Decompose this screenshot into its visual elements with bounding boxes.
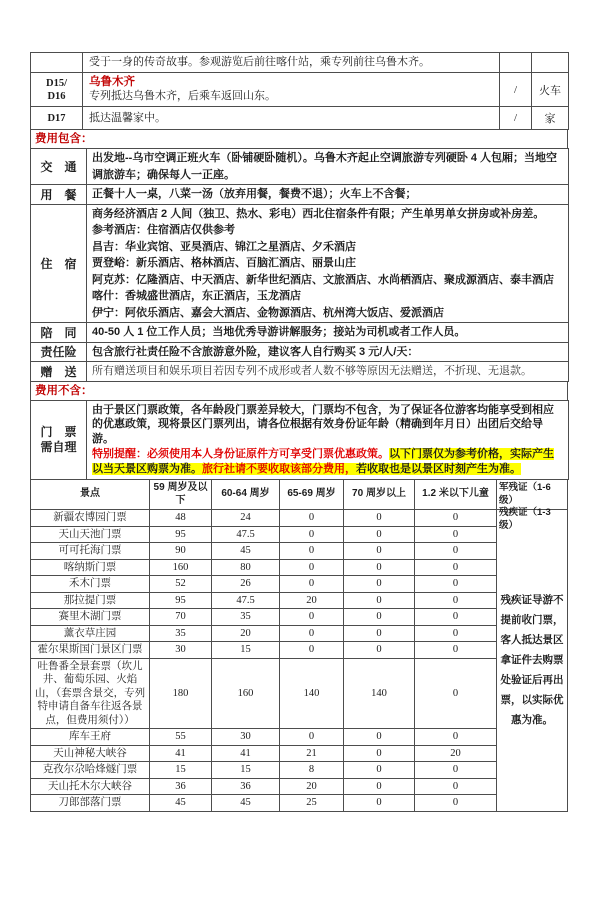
price-table-header-row [31, 480, 497, 510]
price-age-59: 90 [150, 543, 212, 560]
meal-cell: / [500, 73, 532, 107]
price-row [31, 625, 497, 642]
price-age-59: 180 [150, 658, 212, 729]
price-age-59: 30 [150, 642, 212, 659]
price-row [31, 526, 497, 543]
ticket-policy-paragraph: 由于景区门票政策，各年龄段门票差异较大，门票均不包含，为了保证各位游客均能享受到相应的优惠政策，现将景区门票列出，请各位根据有效身份证年龄（精确到年月日）出团后交给导游。 [92, 403, 554, 445]
price-row [31, 559, 497, 576]
day-label-line2: D16 [47, 90, 66, 102]
header-age-70plus: 70 周岁以上 [344, 480, 415, 510]
price-table-section [30, 479, 568, 812]
hotel-line: 伊宁：阿依乐酒店、嘉会大酒店、金物源酒店、杭州湾大饭店、爱派酒店 [92, 306, 444, 319]
price-age-65-69: 0 [280, 510, 344, 527]
price-age-65-69: 8 [280, 762, 344, 779]
price-age-65-69: 0 [280, 729, 344, 746]
price-row [31, 609, 497, 626]
attraction-name: 吐鲁番全景套票（坎儿井、葡萄乐园、火焰山，（套票含景交，专列特申请自备车往返各景点，但费用须付）） [31, 658, 150, 729]
price-age-70plus: 0 [344, 576, 415, 593]
price-age-59: 95 [150, 592, 212, 609]
meal-cell [500, 53, 532, 73]
destination-title: 乌鲁木齐 [89, 76, 135, 88]
price-age-70plus: 0 [344, 526, 415, 543]
price-age-60-64: 80 [212, 559, 280, 576]
row-label [31, 400, 87, 480]
price-age-70plus: 0 [344, 609, 415, 626]
price-row [31, 642, 497, 659]
price-age-65-69: 0 [280, 609, 344, 626]
day-description: 抵达温馨家中。 [83, 107, 500, 130]
price-age-70plus: 0 [344, 543, 415, 560]
price-row [31, 745, 497, 762]
price-child: 0 [415, 592, 497, 609]
itinerary-row-d17 [31, 107, 569, 130]
price-age-60-64: 45 [212, 543, 280, 560]
hotel-lines [92, 206, 563, 322]
row-label: 赠 送 [31, 362, 87, 382]
meal-cell: / [500, 107, 532, 130]
excluded-table [30, 400, 569, 481]
day-description: 受于一身的传奇故事。参观游览后前往喀什站，乘专列前往乌鲁木齐。 [83, 53, 500, 73]
notice-highlight-black-1: 以下门票仅为参考价格，实际产生以当天景区购票为准。 [92, 448, 554, 475]
price-row [31, 729, 497, 746]
row-label: 责任险 [31, 342, 87, 362]
header-attraction: 景点 [31, 480, 150, 510]
row-content: 正餐十人一桌，八菜一汤（放弃用餐，餐费不退）；火车上不含餐； [87, 185, 569, 205]
price-age-65-69: 0 [280, 559, 344, 576]
price-age-59: 95 [150, 526, 212, 543]
price-age-70plus: 0 [344, 642, 415, 659]
row-content [87, 204, 569, 323]
stay-cell [532, 53, 569, 73]
row-label: 交 通 [31, 149, 87, 185]
attraction-name: 禾木门票 [31, 576, 150, 593]
price-age-70plus: 0 [344, 510, 415, 527]
price-age-65-69: 25 [280, 795, 344, 812]
price-child: 0 [415, 526, 497, 543]
price-age-70plus: 0 [344, 625, 415, 642]
price-row [31, 543, 497, 560]
hotel-line: 参考酒店：住宿酒店仅供参考 [92, 224, 235, 236]
price-age-60-64: 30 [212, 729, 280, 746]
price-age-60-64: 24 [212, 510, 280, 527]
header-child: 1.2 米以下儿童 [415, 480, 497, 510]
certificate-note: 残疾证导游不提前收门票，客人抵达景区拿证件去购票处验证后再出票，以实际优惠为准。 [500, 594, 564, 727]
header-age-60-64: 60-64 周岁 [212, 480, 280, 510]
price-child: 0 [415, 778, 497, 795]
price-age-70plus: 0 [344, 778, 415, 795]
price-row [31, 778, 497, 795]
row-content: 出发地--乌市空调正班火车（卧铺硬卧随机）。乌鲁木齐起止空调旅游专列硬卧 4 人包厢；当地空调旅游车；确保每人一正座。 [87, 149, 569, 185]
excluded-row-tickets [31, 400, 569, 480]
price-table-body [31, 510, 497, 812]
hotel-line: 昌吉：华业宾馆、亚昊酒店、锦江之星酒店、夕禾酒店 [92, 240, 356, 253]
attraction-name: 薰衣草庄园 [31, 625, 150, 642]
price-age-60-64: 41 [212, 745, 280, 762]
document-page [30, 52, 568, 812]
notice-highlight-black-2: 若收取也是以景区时刻产生为准。 [356, 463, 521, 475]
day-cell [31, 73, 83, 107]
row-label: 陪 同 [31, 323, 87, 343]
included-section-header: 费用包含： [30, 129, 568, 149]
stay-cell: 火车 [532, 73, 569, 107]
row-content: 40-50 人 1 位工作人员；当地优秀导游讲解服务；接站为司机或者工作人员。 [87, 323, 569, 343]
price-age-60-64: 35 [212, 609, 280, 626]
price-row [31, 658, 497, 729]
row-content: 包含旅行社责任险不含旅游意外险，建议客人自行购买 3 元/人/天： [87, 342, 569, 362]
hotel-line: 喀什：香城盛世酒店，东正酒店，玉龙酒店 [92, 290, 301, 302]
header-age-59: 59 周岁及以下 [150, 480, 212, 510]
price-age-59: 55 [150, 729, 212, 746]
day-description-text: 专列抵达乌鲁木齐，后乘车返回山东。 [89, 90, 276, 102]
price-table [30, 479, 497, 812]
price-age-70plus: 0 [344, 745, 415, 762]
price-age-59: 52 [150, 576, 212, 593]
price-age-65-69: 20 [280, 778, 344, 795]
price-child: 0 [415, 609, 497, 626]
price-row [31, 510, 497, 527]
price-age-70plus: 0 [344, 729, 415, 746]
price-age-59: 41 [150, 745, 212, 762]
price-child: 0 [415, 559, 497, 576]
itinerary-row-d15-d16 [31, 73, 569, 107]
row-label: 用 餐 [31, 185, 87, 205]
day-description [83, 73, 500, 107]
row-content [87, 400, 569, 480]
price-age-60-64: 15 [212, 762, 280, 779]
price-age-59: 36 [150, 778, 212, 795]
stay-cell: 家 [532, 107, 569, 130]
attraction-name: 库车王府 [31, 729, 150, 746]
price-age-60-64: 47.5 [212, 526, 280, 543]
price-age-65-69: 0 [280, 625, 344, 642]
attraction-name: 那拉提门票 [31, 592, 150, 609]
price-age-70plus: 0 [344, 592, 415, 609]
certificate-column [496, 479, 568, 812]
price-age-65-69: 0 [280, 576, 344, 593]
ticket-label-line1: 门 票 [40, 424, 77, 439]
price-child: 0 [415, 625, 497, 642]
price-child: 0 [415, 510, 497, 527]
price-age-70plus: 0 [344, 762, 415, 779]
included-table [30, 148, 569, 382]
hotel-line: 商务经济酒店 2 人间（独卫、热水、彩电）西北住宿条件有限；产生单男单女拼房或补房差。 [92, 207, 545, 220]
hotel-line: 阿克苏：亿隆酒店、中天酒店、新华世纪酒店、文旅酒店、水尚栖酒店、聚成源酒店、泰丰酒店 [92, 273, 554, 286]
price-child: 0 [415, 795, 497, 812]
excluded-section-header: 费用不含： [30, 381, 568, 401]
header-certificates [497, 480, 567, 531]
price-age-65-69: 0 [280, 543, 344, 560]
price-age-70plus: 140 [344, 658, 415, 729]
price-age-59: 15 [150, 762, 212, 779]
attraction-name: 天山托木尔大峡谷 [31, 778, 150, 795]
attraction-name: 天山神秘大峡谷 [31, 745, 150, 762]
price-age-59: 160 [150, 559, 212, 576]
price-age-65-69: 0 [280, 526, 344, 543]
price-age-59: 45 [150, 795, 212, 812]
notice-red-text: 特别提醒：必须使用本人身份证原件方可享受门票优惠政策。 [92, 448, 389, 460]
included-row-escort [31, 323, 569, 343]
price-age-65-69: 0 [280, 642, 344, 659]
price-child: 0 [415, 658, 497, 729]
price-age-70plus: 0 [344, 795, 415, 812]
attraction-name: 天山天池门票 [31, 526, 150, 543]
attraction-name: 可可托海门票 [31, 543, 150, 560]
included-row-lodging [31, 204, 569, 323]
price-child: 0 [415, 543, 497, 560]
row-label: 住 宿 [31, 204, 87, 323]
price-age-60-64: 47.5 [212, 592, 280, 609]
attraction-name: 赛里木湖门票 [31, 609, 150, 626]
price-row [31, 762, 497, 779]
itinerary-row-continuation [31, 53, 569, 73]
day-cell: D17 [31, 107, 83, 130]
price-age-65-69: 20 [280, 592, 344, 609]
price-row [31, 795, 497, 812]
military-cert-label: 军残证（1-6 级） [499, 482, 551, 506]
included-row-meals [31, 185, 569, 205]
price-age-59: 48 [150, 510, 212, 527]
included-row-insurance [31, 342, 569, 362]
included-row-gifts [31, 362, 569, 382]
price-child: 0 [415, 642, 497, 659]
day-label-line1: D15/ [46, 77, 67, 89]
itinerary-table [30, 52, 569, 130]
ticket-notice [92, 447, 563, 477]
price-age-60-64: 45 [212, 795, 280, 812]
price-age-70plus: 0 [344, 559, 415, 576]
price-child: 20 [415, 745, 497, 762]
header-age-65-69: 65-69 周岁 [280, 480, 344, 510]
price-age-60-64: 26 [212, 576, 280, 593]
price-age-65-69: 21 [280, 745, 344, 762]
day-cell [31, 53, 83, 73]
price-row [31, 576, 497, 593]
price-age-60-64: 20 [212, 625, 280, 642]
attraction-name: 克孜尔尕哈烽燧门票 [31, 762, 150, 779]
price-age-60-64: 15 [212, 642, 280, 659]
notice-highlight-red: 旅行社请不要收取该部分费用， [202, 463, 356, 475]
price-child: 0 [415, 762, 497, 779]
price-age-60-64: 160 [212, 658, 280, 729]
price-age-59: 35 [150, 625, 212, 642]
included-row-transport [31, 149, 569, 185]
price-child: 0 [415, 729, 497, 746]
price-age-60-64: 36 [212, 778, 280, 795]
attraction-name: 喀纳斯门票 [31, 559, 150, 576]
attraction-name: 新疆农博园门票 [31, 510, 150, 527]
price-age-65-69: 140 [280, 658, 344, 729]
ticket-label-line2: 需自理 [40, 439, 77, 454]
attraction-name: 刀郎部落门票 [31, 795, 150, 812]
row-content: 所有赠送项目和娱乐项目若因专列不成形或者人数不够等原因无法赠送，不折现、无退款。 [87, 362, 569, 382]
price-row [31, 592, 497, 609]
price-child: 0 [415, 576, 497, 593]
price-age-59: 70 [150, 609, 212, 626]
disability-cert-label: 残疾证（1-3 级） [499, 507, 551, 531]
attraction-name: 霍尔果斯国门景区门票 [31, 642, 150, 659]
hotel-line: 贾登峪：新乐酒店、格林酒店、百脑汇酒店、丽景山庄 [92, 257, 356, 269]
